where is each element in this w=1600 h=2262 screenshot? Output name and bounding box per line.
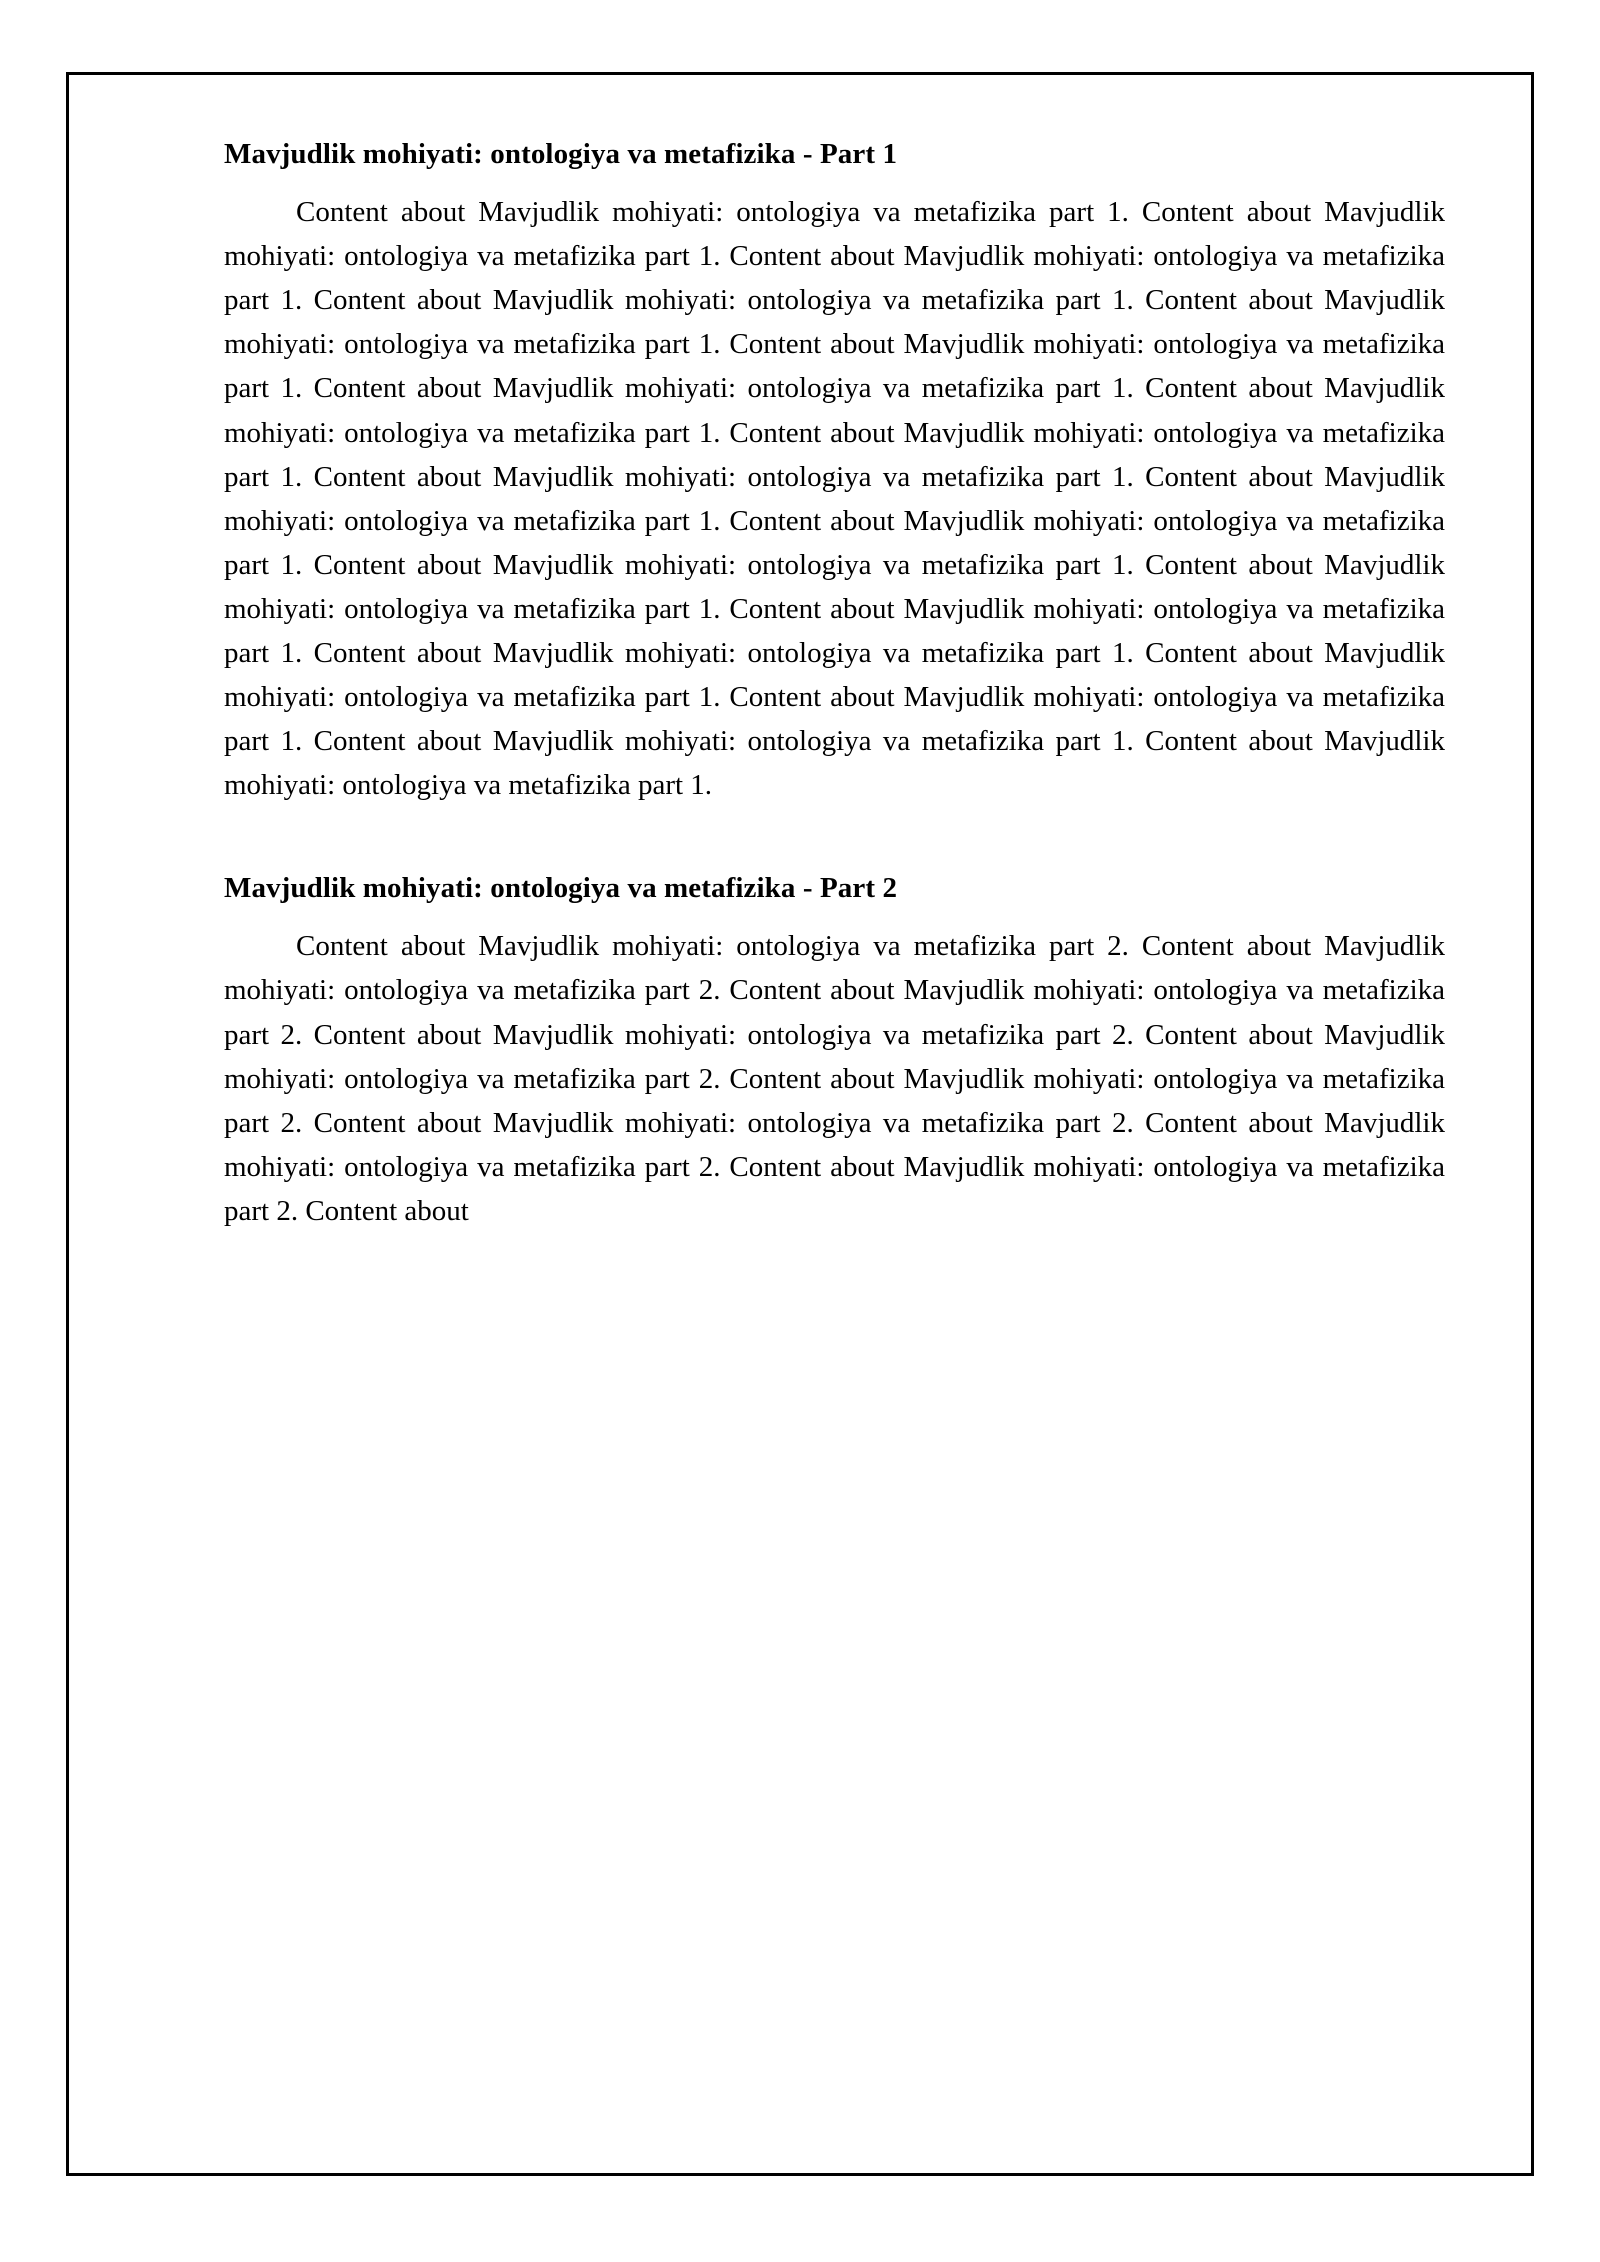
section-body-part-1: Content about Mavjudlik mohiyati: ontologiya va metafizika part 1. Content about Mavjudlik mohiyati: ontologiya va metafizika part 1. Content about Mavjudlik mohiyati: ontologiya va metafizika part 1. Content about Mavjudlik mohiyati: ontologiya va metafizika part 1. Content about Mavjudlik mohiyati: ontologiya va metafizika part 1. Content about Mavjudlik mohiyati: ontologiya va metafizika part 1. Content about Mavjudlik mohiyati: ontologiya va metafizika part 1. Content about Mavjudlik mohiyati: ontologiya va metafizika part 1. Content about Mavjudlik mohiyati: ontologiya va metafizika part 1. Content about Mavjudlik mohiyati: ontologiya va metafizika part 1. Content about Mavjudlik mohiyati: ontologiya va metafizika part 1. Content about Mavjudlik mohiyati: ontologiya va metafizika part 1. Content about Mavjudlik mohiyati: ontologiya va metafizika part 1. Content about Mavjudlik mohiyati: ontologiya va metafizika part 1. Content about Mavjudlik mohiyati: ontologiya va metafizika part 1. Content about Mavjudlik mohiyati: ontologiya va metafizika part 1. Content about Mavjudlik mohiyati: ontologiya va metafizika part 1. Content about Mavjudlik mohiyati: ontologiya va metafizika part 1. Content about Mavjudlik mohiyati: ontologiya va metafizika part 1. Content about Mavjudlik mohiyati: ontologiya va metafizika part 1. <box>224 196 1445 802</box>
page-content <box>69 75 1531 1233</box>
document-page <box>66 72 1534 2176</box>
section-body-part-2: Content about Mavjudlik mohiyati: ontologiya va metafizika part 2. Content about Mavjudlik mohiyati: ontologiya va metafizika part 2. Content about Mavjudlik mohiyati: ontologiya va metafizika part 2. Content about Mavjudlik mohiyati: ontologiya va metafizika part 2. Content about Mavjudlik mohiyati: ontologiya va metafizika part 2. Content about Mavjudlik mohiyati: ontologiya va metafizika part 2. Content about Mavjudlik mohiyati: ontologiya va metafizika part 2. Content about Mavjudlik mohiyati: ontologiya va metafizika part 2. Content about Mavjudlik mohiyati: ontologiya va metafizika part 2. Content about <box>224 930 1445 1227</box>
section-heading-part-2: Mavjudlik mohiyati: ontologiya va metafizika - Part 2 <box>224 872 898 905</box>
section-heading-part-1: Mavjudlik mohiyati: ontologiya va metafizika - Part 1 <box>224 138 898 170</box>
